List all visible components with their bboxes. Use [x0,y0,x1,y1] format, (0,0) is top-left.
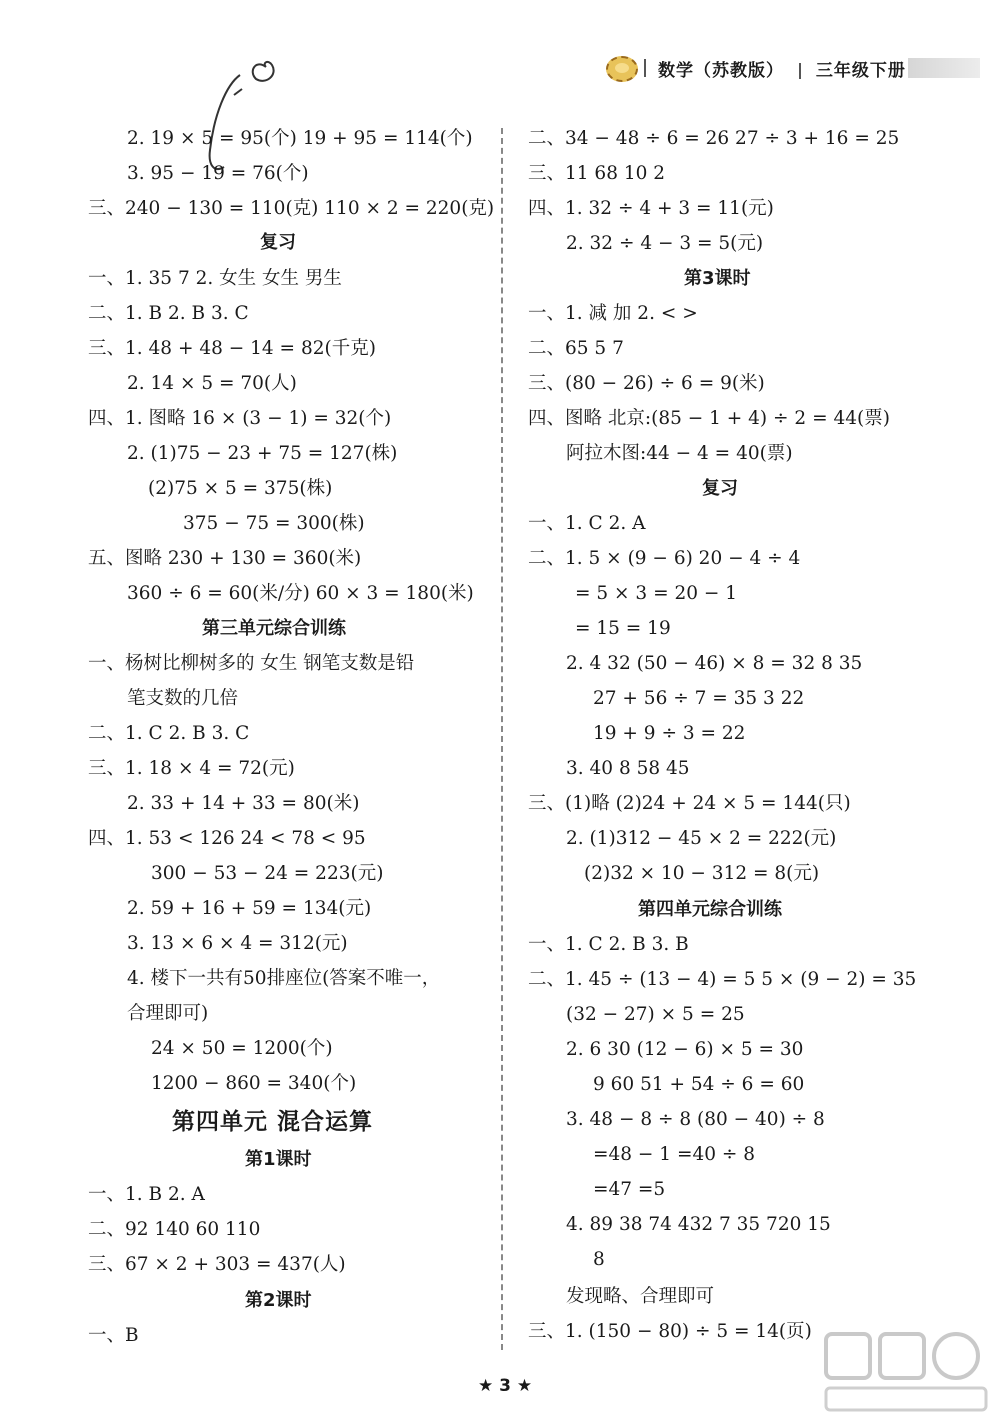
answer-line: 300 − 53 − 24 = 223(元) [151,863,384,884]
answer-line: 2. 33 + 14 + 33 = 80(米) [127,793,360,814]
answer-line: 4. 楼下一共有50排座位(答案不唯一， [127,968,441,989]
watermark-logo-icon [822,1328,992,1418]
section-heading: 复习 [260,232,296,253]
section-heading: 第2课时 [245,1290,312,1311]
answer-line: 三、11 68 10 2 [528,163,666,184]
answer-line: 一、1. C 2. B 3. B [528,934,689,955]
answer-line: 一、B [88,1325,139,1346]
column-divider [501,128,503,1350]
answer-line: 1200 − 860 = 340(个) [151,1073,357,1094]
answer-line: 4. 89 38 74 432 7 35 720 15 [566,1214,831,1235]
header-grade: 三年级下册 [815,61,906,81]
answer-line: 阿拉木图:44 − 4 = 40(票) [566,443,793,464]
section-heading: 第3课时 [684,268,751,289]
answer-line: = 5 × 3 = 20 − 1 [575,583,738,604]
answer-line: 8 [593,1249,605,1270]
sun-logo-icon [606,56,638,82]
answer-line: 一、1. B 2. A [88,1184,205,1205]
answer-line: 3. 40 8 58 45 [566,758,690,779]
header-gray-bar [908,58,980,78]
answer-line: 2. 4 32 (50 − 46) × 8 = 32 8 35 [566,653,863,674]
answer-line: 一、1. 35 7 2. 女生 女生 男生 [88,268,342,289]
answer-line: 三、1. 18 × 4 = 72(元) [88,758,295,779]
header-title [658,56,906,81]
answer-line: 24 × 50 = 1200(个) [151,1038,333,1059]
answer-line: 2. (1)312 − 45 × 2 = 222(元) [566,828,837,849]
answer-line: 三、1. (150 − 80) ÷ 5 = 14(页) [528,1321,812,1342]
section-heading: 第三单元综合训练 [202,618,346,639]
answer-line: 3. 13 × 6 × 4 = 312(元) [127,933,348,954]
answer-line: 合理即可) [127,1003,209,1024]
answer-line: 2. 6 30 (12 − 6) × 5 = 30 [566,1039,804,1060]
page-header [600,50,980,86]
answer-line: 一、1. C 2. A [528,513,646,534]
answer-line: 四、1. 32 ÷ 4 + 3 = 11(元) [528,198,774,219]
answer-line: 四、图略 北京:(85 − 1 + 4) ÷ 2 = 44(票) [528,408,890,429]
answer-line: =48 − 1 =40 ÷ 8 [593,1144,756,1165]
answer-line: 二、1. 5 × (9 − 6) 20 − 4 ÷ 4 [528,548,801,569]
answer-line: (32 − 27) × 5 = 25 [566,1004,745,1025]
answer-line: (2)75 × 5 = 375(株) [148,478,333,499]
answer-line: 二、1. B 2. B 3. C [88,303,249,324]
answer-line: 27 + 56 ÷ 7 = 35 3 22 [593,688,805,709]
answer-line: =47 =5 [593,1179,666,1200]
page-number: ★ 3 ★ [478,1376,533,1396]
answer-line: 二、65 5 7 [528,338,624,359]
answer-line: 3. 95 − 19 = 76(个) [127,163,309,184]
header-separator [799,63,801,79]
answer-line: 9 60 51 + 54 ÷ 6 = 60 [593,1074,805,1095]
unit-title: 第四单元 混合运算 [172,1109,374,1135]
answer-line: 三、(80 − 26) ÷ 6 = 9(米) [528,373,765,394]
answer-line: 五、图略 230 + 130 = 360(米) [88,548,362,569]
answer-line: 一、杨树比柳树多的 女生 钢笔支数是铅 [88,653,415,674]
answer-line: 一、1. 减 加 2. < > [528,303,698,324]
answer-line: 2. 32 ÷ 4 − 3 = 5(元) [566,233,764,254]
answer-line: 二、92 140 60 110 [88,1219,261,1240]
answer-line: 发现略、合理即可 [566,1286,715,1307]
answer-line: 2. 14 × 5 = 70(人) [127,373,297,394]
answer-line: 2. 59 + 16 + 59 = 134(元) [127,898,372,919]
answer-line: 三、1. 48 + 48 − 14 = 82(千克) [88,338,376,359]
answer-line: 2. 19 × 5 = 95(个) 19 + 95 = 114(个) [127,128,473,149]
answer-line: 19 + 9 ÷ 3 = 22 [593,723,746,744]
answer-line: = 15 = 19 [575,618,671,639]
answer-line: 二、1. 45 ÷ (13 − 4) = 5 5 × (9 − 2) = 35 [528,969,917,990]
header-divider [644,59,646,77]
answer-line: 二、1. C 2. B 3. C [88,723,250,744]
section-heading: 复习 [702,478,738,499]
header-subject: 数学（苏教版） [658,61,784,81]
answer-line: (2)32 × 10 − 312 = 8(元) [584,863,820,884]
answer-line: 笔支数的几倍 [127,688,239,709]
answer-line: 四、1. 图略 16 × (3 − 1) = 32(个) [88,408,392,429]
answer-line: 375 − 75 = 300(株) [183,513,365,534]
answer-line: 360 ÷ 6 = 60(米/分) 60 × 3 = 180(米) [127,583,474,604]
answer-line: 二、34 − 48 ÷ 6 = 26 27 ÷ 3 + 16 = 25 [528,128,900,149]
answer-line: 3. 48 − 8 ÷ 8 (80 − 40) ÷ 8 [566,1109,825,1130]
section-heading: 第1课时 [245,1149,312,1170]
answer-line: 三、(1)略 (2)24 + 24 × 5 = 144(只) [528,793,851,814]
answer-line: 三、240 − 130 = 110(克) 110 × 2 = 220(克) [88,198,495,219]
answer-line: 2. (1)75 − 23 + 75 = 127(株) [127,443,398,464]
answer-line: 四、1. 53 < 126 24 < 78 < 95 [88,828,366,849]
section-heading: 第四单元综合训练 [638,899,782,920]
answer-line: 三、67 × 2 + 303 = 437(人) [88,1254,346,1275]
